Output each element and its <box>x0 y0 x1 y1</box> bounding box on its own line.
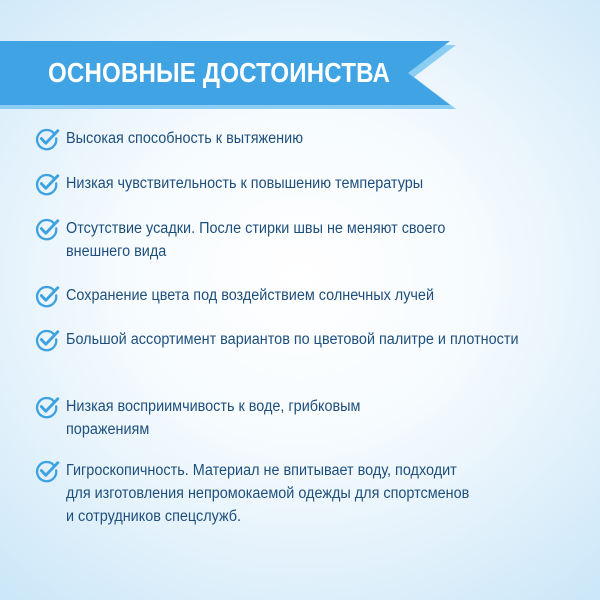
benefit-text-line: для изготовления непромокаемой одежды для спортсменов <box>66 485 470 502</box>
benefit-text <box>66 284 550 307</box>
benefit-text <box>66 172 550 195</box>
benefit-text-line: внешнего вида <box>66 243 167 260</box>
check-circle-icon <box>34 327 60 353</box>
check-circle-icon <box>34 171 60 197</box>
check-circle-icon <box>34 458 60 484</box>
benefit-text <box>66 395 550 441</box>
page-title: ОСНОВНЫЕ ДОСТОИНСТВА <box>48 57 391 88</box>
title-banner <box>0 41 456 109</box>
benefit-text-line: Отсутствие усадки. После стирки швы не меняют своего <box>66 220 446 237</box>
benefit-text-line: Низкая чувствительность к повышению температуры <box>66 175 424 192</box>
benefit-text <box>66 217 550 263</box>
benefit-text-line: поражениям <box>66 421 150 438</box>
check-circle-icon <box>34 394 60 420</box>
benefit-text <box>66 459 550 528</box>
benefit-text-line: Большой ассортимент вариантов по цветовой палитре и плотности <box>66 331 519 348</box>
benefit-text <box>66 328 550 351</box>
benefit-text-line: Гигроскопичность. Материал не впитывает воду, подходит <box>66 462 457 479</box>
benefit-text-line: Высокая способность к вытяжению <box>66 130 304 147</box>
check-circle-icon <box>34 283 60 309</box>
benefit-text-line: и сотрудников спецслужб. <box>66 508 242 525</box>
benefit-text-line: Низкая восприимчивость к воде, грибковым <box>66 398 361 415</box>
check-circle-icon <box>34 126 60 152</box>
benefit-text-line: Сохранение цвета под воздействием солнечных лучей <box>66 287 435 304</box>
benefit-text <box>66 127 550 150</box>
check-circle-icon <box>34 216 60 242</box>
